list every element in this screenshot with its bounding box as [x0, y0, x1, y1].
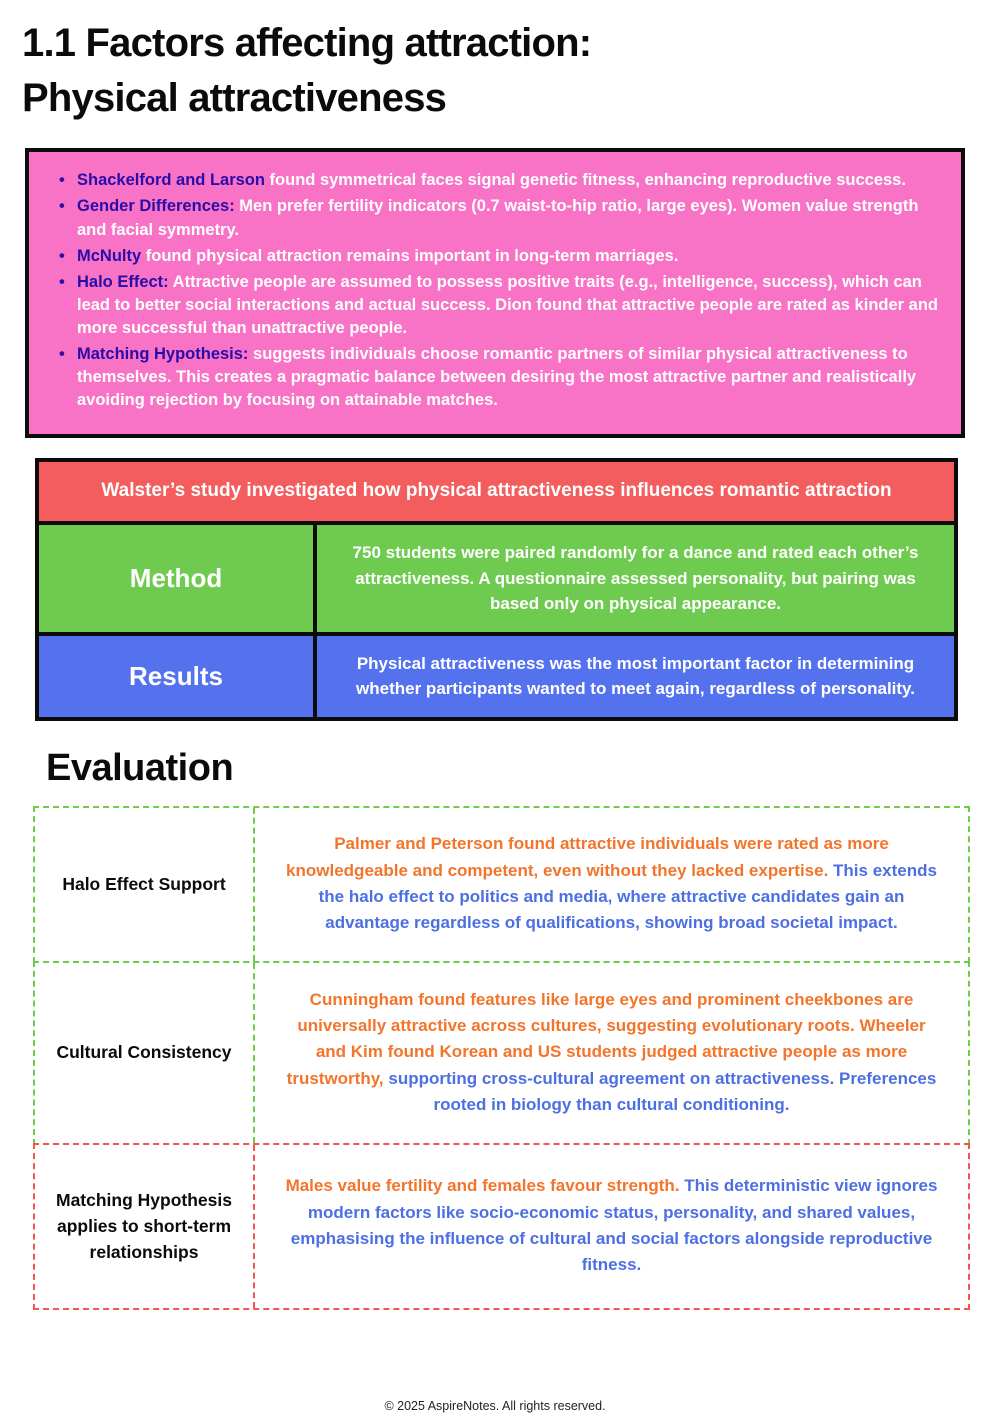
evaluation-table	[33, 806, 970, 1310]
key-point-lead: Halo Effect:	[77, 272, 169, 291]
page-title	[22, 16, 990, 126]
evaluation-segment: Males value fertility and females favour strength.	[285, 1176, 685, 1196]
key-point-shackelford	[57, 169, 939, 192]
evaluation-segment: supporting cross-cultural agreement on attractiveness. Preferences rooted in biology than cultural conditioning.	[388, 1068, 937, 1115]
evaluation-row-content	[255, 963, 968, 1143]
copyright-footer: © 2025 AspireNotes. All rights reserved.	[384, 1399, 606, 1413]
key-point-matching-hypothesis	[57, 343, 939, 412]
study-method-label: Method	[39, 525, 313, 632]
page-title-line2: Physical attractiveness	[22, 76, 447, 121]
study-results-label: Results	[39, 636, 313, 717]
key-point-halo-effect	[57, 271, 939, 340]
evaluation-row-halo-effect-support	[33, 806, 970, 963]
evaluation-row-label: Cultural Consistency	[35, 963, 255, 1143]
evaluation-row-matching-hypothesis	[33, 1143, 970, 1310]
key-point-lead: Shackelford and Larson	[77, 171, 265, 190]
evaluation-row-content	[255, 1145, 968, 1308]
evaluation-row-cultural-consistency	[33, 961, 970, 1145]
key-point-text: found symmetrical faces signal genetic fitness, enhancing reproductive success.	[264, 171, 906, 190]
key-point-text: Men prefer fertility indicators (0.7 waist-to-hip ratio, large eyes). Women value strength and facial symmetry.	[77, 197, 919, 239]
evaluation-row-label: Halo Effect Support	[35, 808, 255, 961]
evaluation-row-content	[255, 808, 968, 961]
evaluation-segment: This deterministic view ignores modern factors like socio-economic status, personality, and shared values, emphasising the influence of cultural and social factors alongside reproductive fitness.	[290, 1176, 938, 1275]
evaluation-segment: This extends the halo effect to politics and media, where attractive candidates gain an advantage regardless of qualifications, showing broad societal impact.	[318, 860, 937, 933]
walster-study-table	[35, 458, 958, 720]
evaluation-row-label: Matching Hypothesis applies to short-term relationships	[35, 1145, 255, 1308]
key-point-lead: McNulty	[77, 246, 142, 265]
key-point-gender-differences	[57, 195, 939, 241]
key-point-mcnulty	[57, 245, 939, 268]
study-table-header: Walster’s study investigated how physical attractiveness influences romantic attraction	[39, 462, 954, 521]
key-point-text: Attractive people are assumed to possess positive traits (e.g., intelligence, success), which can lead to better social interactions and actual success. Dion found that attractive people are rated as kinder and more successful than unattractive people.	[77, 272, 938, 337]
evaluation-segment: Cunningham found features like large eyes and prominent cheekbones are universally attractive across cultures, suggesting evolutionary roots. Wheeler and Kim found Korean and US students judged attractive people as more trustworthy,	[286, 989, 926, 1088]
key-point-text: found physical attraction remains important in long-term marriages.	[141, 246, 679, 265]
page-title-line1: 1.1 Factors affecting attraction:	[22, 21, 592, 65]
key-points-box	[25, 148, 965, 438]
evaluation-heading: Evaluation	[46, 746, 234, 789]
key-point-lead: Gender Differences:	[77, 197, 235, 216]
key-point-lead: Matching Hypothesis:	[77, 345, 249, 364]
study-results-text: Physical attractiveness was the most important factor in determining whether participants wanted to meet again, regardless of personality.	[317, 636, 954, 717]
study-method-text: 750 students were paired randomly for a dance and rated each other’s attractiveness. A questionnaire assessed personality, but pairing was based only on physical appearance.	[317, 525, 954, 632]
key-point-text: suggests individuals choose romantic partners of similar physical attractiveness to themselves. This creates a pragmatic balance between desiring the most attractive partner and realistically avoiding rejection by focusing on attainable matches.	[77, 345, 917, 410]
evaluation-segment: Palmer and Peterson found attractive individuals were rated as more knowledgeable and competent, even without they lacked expertise.	[286, 834, 889, 880]
